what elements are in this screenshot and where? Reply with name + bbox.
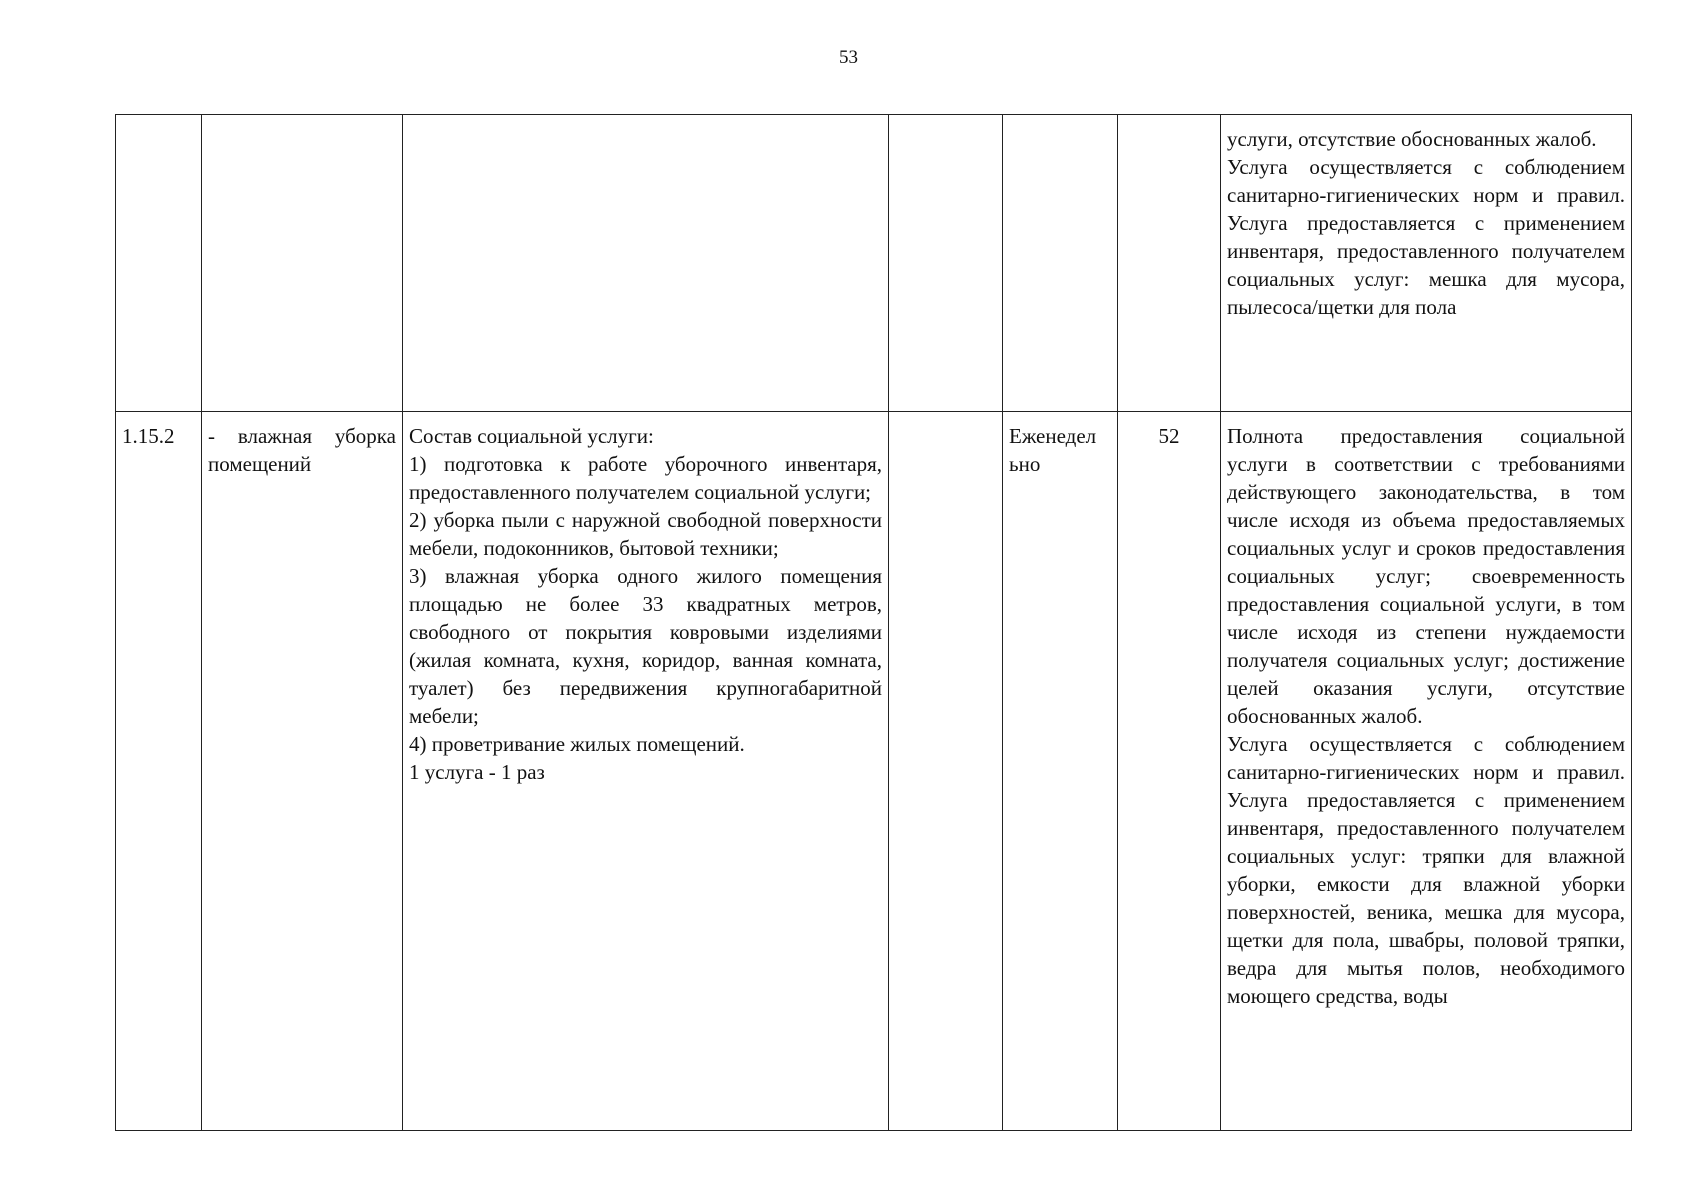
content-line: 3) влажная уборка одного жилого помещения площадью не более 33 квадратных метров, свободного от покрытия ковровыми изделиями (жилая комната, кухня, коридор, ванная комната, туалет) без передвижения крупногабаритной мебели;	[409, 564, 882, 728]
cell-id: 1.15.2	[116, 412, 202, 1131]
services-table	[115, 114, 1632, 1131]
table-row	[116, 115, 1632, 412]
cell-count	[1118, 115, 1221, 412]
content-line: 1 услуга - 1 раз	[409, 760, 545, 784]
cell-empty	[889, 115, 1003, 412]
cell-service-name	[202, 115, 403, 412]
content-line: Состав социальной услуги:	[409, 424, 654, 448]
cell-service-content	[403, 412, 889, 1131]
content-line: 4) проветривание жилых помещений.	[409, 732, 745, 756]
quality-paragraph: Полнота предоставления социальной услуги в соответствии с требованиями действующего законодательства, в том числе исходя из объема предоставляемых социальных услуг и сроков предоставления социальных услуг; своевременность предоставления социальной услуги, в том числе исходя из степени нуждаемости получателя социальных услуг; достижение целей оказания услуги, отсутствие обоснованных жалоб.	[1227, 424, 1625, 728]
quality-paragraph: Услуга осуществляется с соблюдением санитарно-гигиенических норм и правил. Услуга предоставляется с применением инвентаря, предоставленного получателем социальных услуг: мешка для мусора, пылесоса/щетки для пола	[1227, 155, 1625, 319]
cell-empty	[889, 412, 1003, 1131]
cell-quality-criteria	[1221, 412, 1632, 1131]
cell-frequency	[1003, 115, 1118, 412]
content-line: 2) уборка пыли с наружной свободной поверхности мебели, подоконников, бытовой техники;	[409, 508, 882, 560]
page-number: 53	[839, 47, 858, 68]
cell-quality-criteria	[1221, 115, 1632, 412]
cell-count: 52	[1118, 412, 1221, 1131]
cell-service-content	[403, 115, 889, 412]
quality-paragraph: Услуга осуществляется с соблюдением санитарно-гигиенических норм и правил. Услуга предоставляется с применением инвентаря, предоставленного получателем социальных услуг: тряпки для влажной уборки, емкости для влажной уборки поверхностей, веника, мешка для мусора, щетки для пола, швабры, половой тряпки, ведра для мытья полов, необходимого моющего средства, воды	[1227, 732, 1625, 1008]
cell-service-name: - влажная уборка помещений	[202, 412, 403, 1131]
cell-id	[116, 115, 202, 412]
table-row	[116, 412, 1632, 1131]
quality-paragraph: услуги, отсутствие обоснованных жалоб.	[1227, 127, 1597, 151]
content-line: 1) подготовка к работе уборочного инвентаря, предоставленного получателем социальной услуги;	[409, 452, 882, 504]
cell-frequency: Еженедел ьно	[1003, 412, 1118, 1131]
